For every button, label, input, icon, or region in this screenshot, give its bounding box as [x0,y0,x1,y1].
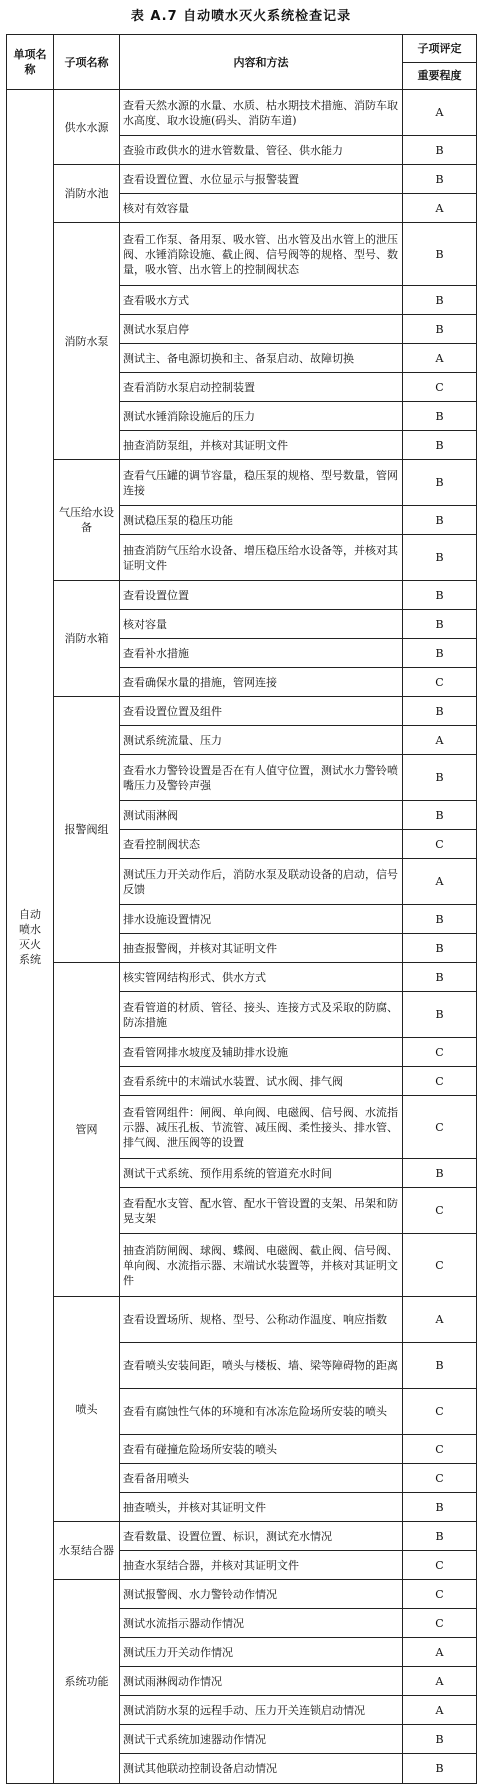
header-item-name: 单项名称 [7,35,54,90]
content-method-cell: 查看控制阀状态 [120,830,403,859]
content-method-cell: 查看有腐蚀性气体的环境和有冰冻危险场所安装的喷头 [120,1389,403,1435]
importance-level-cell: B [403,1343,477,1389]
content-method-cell: 测试干式系统、预作用系统的管道充水时间 [120,1159,403,1188]
importance-level-cell: B [403,610,477,639]
importance-level-cell: A [403,344,477,373]
content-method-cell: 抽查水泵结合器，并核对其证明文件 [120,1551,403,1580]
content-method-cell: 查看确保水量的措施，管网连接 [120,668,403,697]
subitem-name-cell: 供水水源 [54,90,120,165]
importance-level-cell: B [403,992,477,1038]
importance-level-cell: B [403,1159,477,1188]
importance-level-cell: A [403,1638,477,1667]
importance-level-cell: A [403,1696,477,1725]
content-method-cell: 查看设置场所、规格、型号、公称动作温度、响应指数 [120,1297,403,1343]
table-row [7,581,477,610]
importance-level-cell: B [403,136,477,165]
importance-level-cell: B [403,1493,477,1522]
content-method-cell: 核实管网结构形式、供水方式 [120,963,403,992]
content-method-cell: 测试水泵启停 [120,315,403,344]
importance-level-cell: C [403,1389,477,1435]
content-method-cell: 测试其他联动控制设备启动情况 [120,1754,403,1784]
content-method-cell: 测试消防水泵的远程手动、压力开关连锁启动情况 [120,1696,403,1725]
importance-level-cell: C [403,1435,477,1464]
importance-level-cell: B [403,535,477,581]
content-method-cell: 查看配水支管、配水管、配水干管设置的支架、吊架和防晃支架 [120,1188,403,1234]
header-assessment-label: 子项评定 [403,35,476,63]
subitem-name-cell: 消防水泵 [54,223,120,460]
table-title: 表 A.7 自动喷水灭火系统检查记录 [130,9,352,24]
content-method-cell: 排水设施设置情况 [120,905,403,934]
header-row [7,35,477,90]
content-method-cell: 查看补水措施 [120,639,403,668]
importance-level-cell: C [403,668,477,697]
subitem-name-cell: 系统功能 [54,1580,120,1784]
importance-level-cell: C [403,830,477,859]
content-method-cell: 查验市政供水的进水管数量、管径、供水能力 [120,136,403,165]
subitem-name-cell: 喷头 [54,1297,120,1522]
table-row [7,223,477,286]
content-method-cell: 测试稳压泵的稳压功能 [120,506,403,535]
category-cell: 自动喷水灭火系统 [7,90,54,1784]
subitem-name-cell: 消防水池 [54,165,120,223]
content-method-cell: 抽查喷头，并核对其证明文件 [120,1493,403,1522]
importance-level-cell: C [403,1096,477,1159]
header-assessment [403,35,477,90]
content-method-cell: 抽查消防泵组，并核对其证明文件 [120,431,403,460]
content-method-cell: 测试系统流量、压力 [120,726,403,755]
content-method-cell: 测试压力开关动作情况 [120,1638,403,1667]
importance-level-cell: C [403,1188,477,1234]
content-method-cell: 核对有效容量 [120,194,403,223]
table-row [7,1297,477,1343]
content-method-cell: 查看数量、设置位置、标识，测试充水情况 [120,1522,403,1551]
content-method-cell: 测试压力开关动作后，消防水泵及联动设备的启动，信号反馈 [120,859,403,905]
header-subitem-name: 子项名称 [54,35,120,90]
content-method-cell: 测试报警阀、水力警铃动作情况 [120,1580,403,1609]
importance-level-cell: B [403,1522,477,1551]
header-content-method: 内容和方法 [120,35,403,90]
content-method-cell: 抽查报警阀，并核对其证明文件 [120,934,403,963]
importance-level-cell: B [403,431,477,460]
subitem-name-cell: 管网 [54,963,120,1297]
subitem-name-cell: 报警阀组 [54,697,120,963]
content-method-cell: 查看吸水方式 [120,286,403,315]
content-method-cell: 查看气压罐的调节容量，稳压泵的规格、型号数量，管网连接 [120,460,403,506]
importance-level-cell: B [403,905,477,934]
importance-level-cell: B [403,1725,477,1754]
content-method-cell: 查看备用喷头 [120,1464,403,1493]
inspection-table [6,34,477,1784]
content-method-cell: 测试干式系统加速器动作情况 [120,1725,403,1754]
importance-level-cell: C [403,1234,477,1297]
table-row [7,90,477,136]
importance-level-cell: A [403,194,477,223]
importance-level-cell: B [403,963,477,992]
content-method-cell: 测试水锤消除设施后的压力 [120,402,403,431]
importance-level-cell: C [403,1551,477,1580]
content-method-cell: 测试雨淋阀 [120,801,403,830]
content-method-cell: 查看喷头安装间距，喷头与楼板、墙、梁等障碍物的距离 [120,1343,403,1389]
content-method-cell: 查看系统中的末端试水装置、试水阀、排气阀 [120,1067,403,1096]
header-importance-label: 重要程度 [417,69,462,82]
content-method-cell: 查看设置位置 [120,581,403,610]
importance-level-cell: C [403,1580,477,1609]
table-row [7,460,477,506]
content-method-cell: 查看消防水泵启动控制装置 [120,373,403,402]
importance-level-cell: B [403,934,477,963]
importance-level-cell: B [403,165,477,194]
table-row [7,697,477,726]
content-method-cell: 查看工作泵、备用泵、吸水管、出水管及出水管上的泄压阀、水锤消除设施、截止阀、信号阀等的规格、型号、数量，吸水管、出水管上的控制阀状态 [120,223,403,286]
importance-level-cell: C [403,373,477,402]
inspection-table-body [7,35,477,1784]
importance-level-cell: A [403,90,477,136]
table-row [7,1580,477,1609]
importance-level-cell: B [403,402,477,431]
importance-level-cell: B [403,460,477,506]
subitem-name-cell: 水泵结合器 [54,1522,120,1580]
importance-level-cell: B [403,223,477,286]
table-row [7,1522,477,1551]
importance-level-cell: A [403,859,477,905]
content-method-cell: 核对容量 [120,610,403,639]
importance-level-cell: B [403,697,477,726]
content-method-cell: 查看管网组件：闸阀、单向阀、电磁阀、信号阀、水流指示器、减压孔板、节流管、减压阀、柔性接头、排水管、排气阀、泄压阀等的设置 [120,1096,403,1159]
importance-level-cell: C [403,1038,477,1067]
importance-level-cell: C [403,1464,477,1493]
importance-level-cell: B [403,801,477,830]
importance-level-cell: B [403,286,477,315]
content-method-cell: 测试主、备电源切换和主、备泵启动、故障切换 [120,344,403,373]
content-method-cell: 抽查消防气压给水设备、增压稳压给水设备等，并核对其证明文件 [120,535,403,581]
importance-level-cell: A [403,1297,477,1343]
content-method-cell: 查看设置位置、水位显示与报警装置 [120,165,403,194]
content-method-cell: 查看管网排水坡度及辅助排水设施 [120,1038,403,1067]
content-method-cell: 测试水流指示器动作情况 [120,1609,403,1638]
importance-level-cell: A [403,1667,477,1696]
content-method-cell: 查看设置位置及组件 [120,697,403,726]
importance-level-cell: C [403,1609,477,1638]
content-method-cell: 查看管道的材质、管径、接头、连接方式及采取的防腐、防冻措施 [120,992,403,1038]
content-method-cell: 抽查消防闸阀、球阀、蝶阀、电磁阀、截止阀、信号阀、单向阀、水流指示器、末端试水装置等，并核对其证明文件 [120,1234,403,1297]
table-row [7,165,477,194]
subitem-name-cell: 气压给水设备 [54,460,120,581]
importance-level-cell: A [403,726,477,755]
importance-level-cell: B [403,315,477,344]
table-row [7,963,477,992]
importance-level-cell: C [403,1067,477,1096]
content-method-cell: 测试雨淋阀动作情况 [120,1667,403,1696]
importance-level-cell: B [403,581,477,610]
content-method-cell: 查看天然水源的水量、水质、枯水期技术措施、消防车取水高度、取水设施(码头、消防车道) [120,90,403,136]
content-method-cell: 查看水力警铃设置是否在有人值守位置，测试水力警铃喷嘴压力及警铃声强 [120,755,403,801]
content-method-cell: 查看有碰撞危险场所安装的喷头 [120,1435,403,1464]
importance-level-cell: B [403,506,477,535]
importance-level-cell: B [403,1754,477,1784]
importance-level-cell: B [403,639,477,668]
subitem-name-cell: 消防水箱 [54,581,120,697]
importance-level-cell: B [403,755,477,801]
